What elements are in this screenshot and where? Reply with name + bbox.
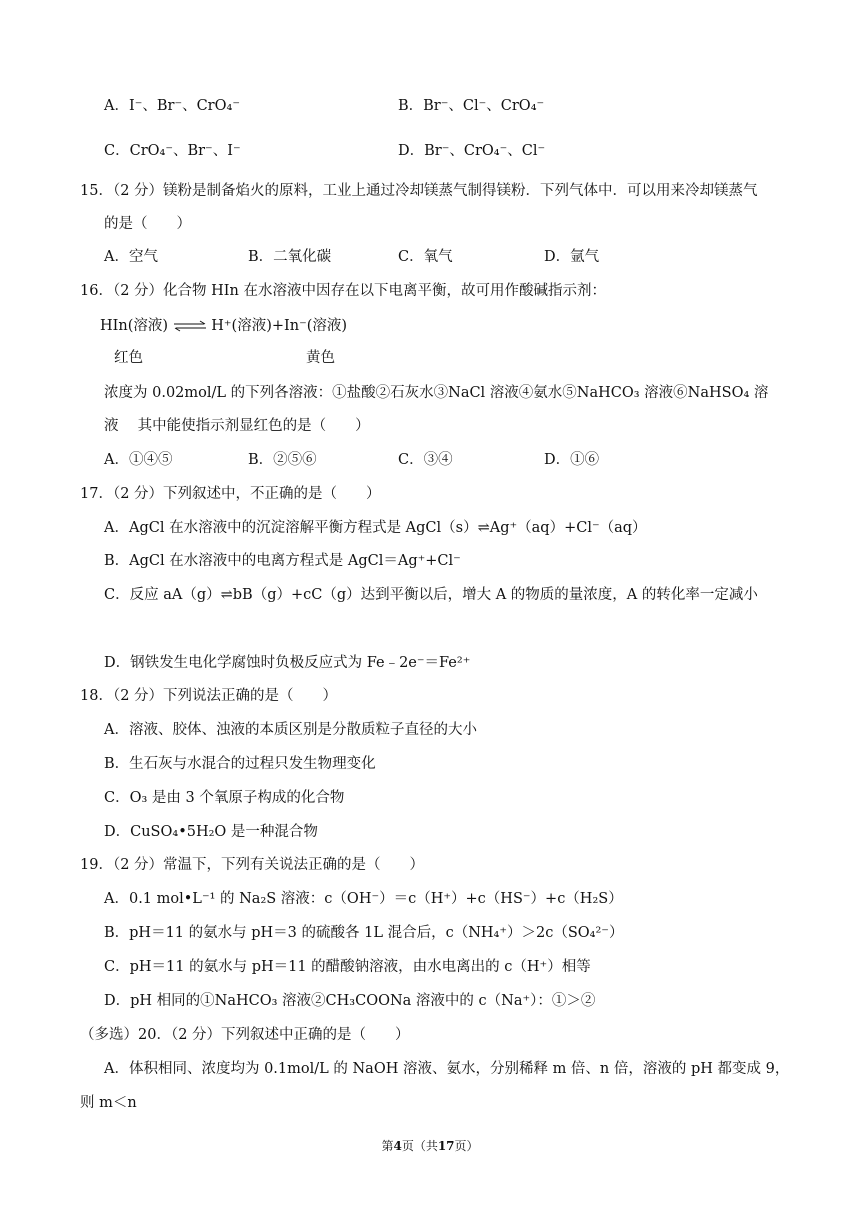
q14-option-a: A．I⁻、Br⁻、CrO₄⁻ xyxy=(104,98,240,114)
q16-color-yellow: 黄色 xyxy=(306,350,335,366)
q16-line4: 液 其中能使指示剂显红色的是（ ） xyxy=(104,418,370,434)
q16-eq-right: H⁺(溶液)+In⁻(溶液) xyxy=(211,318,348,334)
q19-option-d: D．pH 相同的①NaHCO₃ 溶液②CH₃COONa 溶液中的 c（Na⁺）：①＞② xyxy=(104,993,596,1009)
q18-option-a: A．溶液、胶体、浊液的本质区别是分散质粒子直径的大小 xyxy=(104,722,477,738)
q17-option-b: B．AgCl 在水溶液中的电离方程式是 AgCl＝Ag⁺+Cl⁻ xyxy=(104,553,461,569)
q17-option-d: D．钢铁发生电化学腐蚀时负极反应式为 Fe﹣2e⁻＝Fe²⁺ xyxy=(104,655,471,671)
q15-option-a: A．空气 xyxy=(104,249,158,265)
q19-option-c: C．pH＝11 的氨水与 pH＝11 的醋酸钠溶液，由水电离出的 c（H⁺）相等 xyxy=(104,959,591,975)
q15-option-b: B．二氧化碳 xyxy=(248,249,332,265)
q16-eq-left: HIn(溶液) xyxy=(100,318,169,334)
q17-option-a: A．AgCl 在水溶液中的沉淀溶解平衡方程式是 AgCl（s）⇌Ag⁺（aq）+Cl⁻（aq） xyxy=(104,520,647,536)
q19-stem: 19．（2 分）常温下，下列有关说法正确的是（ ） xyxy=(80,857,425,873)
q18-option-d: D．CuSO₄•5H₂O 是一种混合物 xyxy=(104,824,318,840)
q20-option-a-line1: A．体积相同、浓度均为 0.1mol/L 的 NaOH 溶液、氨水，分别稀释 m 倍、n 倍，溶液的 pH 都变成 9， xyxy=(104,1061,790,1077)
q16-stem: 16．（2 分）化合物 HIn 在水溶液中因存在以下电离平衡，故可用作酸碱指示剂： xyxy=(80,283,606,299)
footer-prefix: 第 xyxy=(381,1139,394,1153)
q18-stem: 18．（2 分）下列说法正确的是（ ） xyxy=(80,688,338,704)
q16-color-red: 红色 xyxy=(114,350,143,366)
footer-total-pages: 17 xyxy=(437,1139,455,1153)
q20-option-a-line2: 则 m＜n xyxy=(80,1095,137,1111)
q14-option-c: C．CrO₄⁻、Br⁻、I⁻ xyxy=(104,143,241,159)
q18-option-b: B．生石灰与水混合的过程只发生物理变化 xyxy=(104,756,376,772)
q17-stem: 17．（2 分）下列叙述中，不正确的是（ ） xyxy=(80,486,381,502)
q15-stem-line1: 15．（2 分）镁粉是制备焰火的原料，工业上通过冷却镁蒸气制得镁粉．下列气体中．可以用来冷却镁蒸气 xyxy=(80,183,758,199)
q15-option-c: C．氧气 xyxy=(398,249,453,265)
q14-option-b: B．Br⁻、Cl⁻、CrO₄⁻ xyxy=(398,98,545,114)
q15-option-d: D．氩气 xyxy=(544,249,600,265)
page-footer xyxy=(0,1138,860,1154)
q19-option-a: A．0.1 mol•L⁻¹ 的 Na₂S 溶液：c（OH⁻）＝c（H⁺）+c（HS⁻）+c（H₂S） xyxy=(104,891,623,907)
q17-option-c: C．反应 aA（g）⇌bB（g）+cC（g）达到平衡以后，增大 A 的物质的量浓度，A 的转化率一定减小 xyxy=(104,587,758,603)
equilibrium-arrow-icon xyxy=(173,320,207,332)
q16-option-d: D．①⑥ xyxy=(544,452,600,468)
q19-option-b: B．pH＝11 的氨水与 pH＝3 的硫酸各 1L 混合后，c（NH₄⁺）＞2c（SO₄²⁻） xyxy=(104,925,624,941)
footer-page-number: 4 xyxy=(393,1139,402,1153)
footer-suffix: 页） xyxy=(454,1139,479,1153)
q16-option-a: A．①④⑤ xyxy=(104,452,173,468)
q16-option-c: C．③④ xyxy=(398,452,453,468)
q14-option-d: D．Br⁻、CrO₄⁻、Cl⁻ xyxy=(398,143,546,159)
footer-middle: 页（共 xyxy=(401,1139,438,1153)
q16-line3: 浓度为 0.02mol/L 的下列各溶液：①盐酸②石灰水③NaCl 溶液④氨水⑤NaHCO₃ 溶液⑥NaHSO₄ 溶 xyxy=(104,385,769,401)
q20-stem: （多选）20．（2 分）下列叙述中正确的是（ ） xyxy=(80,1027,410,1043)
q16-option-b: B．②⑤⑥ xyxy=(248,452,317,468)
q16-equation xyxy=(100,316,347,336)
q15-stem-line2: 的是（ ） xyxy=(104,216,191,232)
q18-option-c: C．O₃ 是由 3 个氧原子构成的化合物 xyxy=(104,790,345,806)
